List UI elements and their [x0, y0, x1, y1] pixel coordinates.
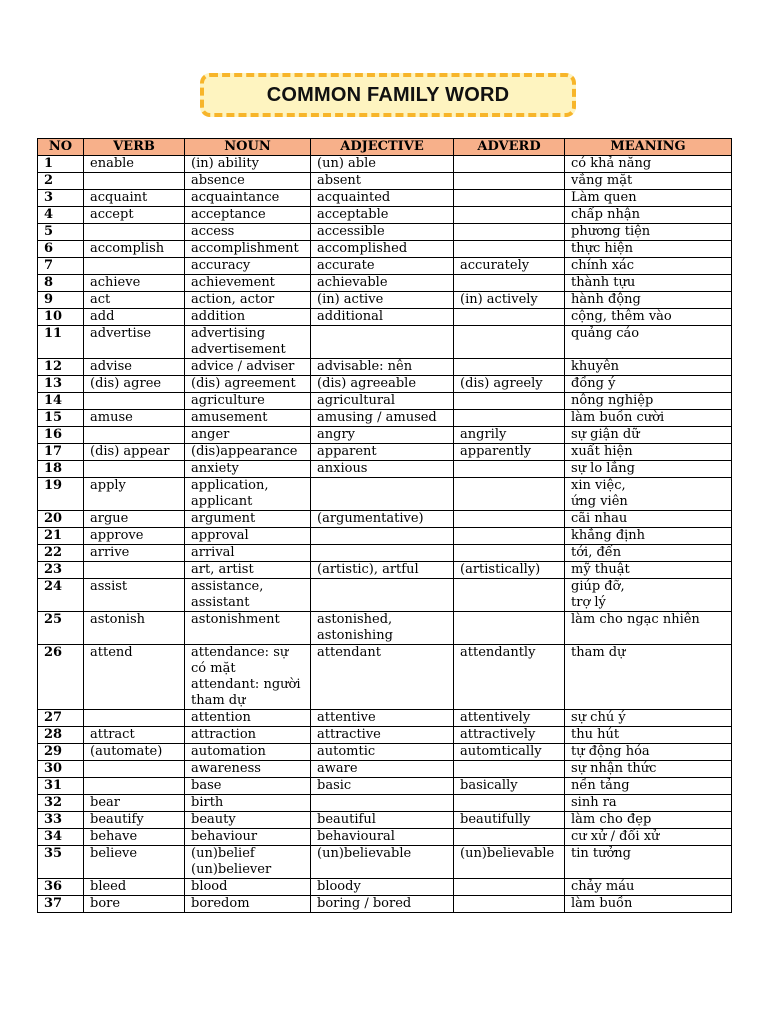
- cell-adverb: (artistically): [454, 562, 565, 579]
- cell-no: 17: [38, 444, 84, 461]
- cell-noun: arrival: [185, 545, 311, 562]
- cell-noun: (dis)appearance: [185, 444, 311, 461]
- cell-no: 29: [38, 744, 84, 761]
- cell-no: 9: [38, 292, 84, 309]
- cell-adverb: apparently: [454, 444, 565, 461]
- cell-adjective: [311, 528, 454, 545]
- cell-no: 21: [38, 528, 84, 545]
- cell-no: 30: [38, 761, 84, 778]
- table-row: [38, 562, 732, 579]
- cell-meaning: tự động hóa: [565, 744, 732, 761]
- table-row: [38, 461, 732, 478]
- table-row: [38, 744, 732, 761]
- table-row: [38, 156, 732, 173]
- column-header-adjective: ADJECTIVE: [311, 139, 454, 156]
- cell-no: 18: [38, 461, 84, 478]
- table-row: [38, 410, 732, 427]
- column-header-noun: NOUN: [185, 139, 311, 156]
- cell-adjective: apparent: [311, 444, 454, 461]
- cell-no: 6: [38, 241, 84, 258]
- table-row: [38, 645, 732, 710]
- cell-no: 26: [38, 645, 84, 710]
- cell-noun: argument: [185, 511, 311, 528]
- column-header-no: NO: [38, 139, 84, 156]
- cell-no: 7: [38, 258, 84, 275]
- cell-adjective: basic: [311, 778, 454, 795]
- cell-noun: amusement: [185, 410, 311, 427]
- cell-adjective: bloody: [311, 879, 454, 896]
- cell-meaning: vắng mặt: [565, 173, 732, 190]
- cell-noun-line: advertisement: [191, 342, 286, 357]
- cell-adjective: (argumentative): [311, 511, 454, 528]
- cell-verb: [84, 427, 185, 444]
- cell-meaning: thực hiện: [565, 241, 732, 258]
- cell-verb: beautify: [84, 812, 185, 829]
- cell-no: 20: [38, 511, 84, 528]
- cell-adverb: [454, 896, 565, 913]
- cell-adverb: attendantly: [454, 645, 565, 710]
- table-row: [38, 359, 732, 376]
- cell-no: 12: [38, 359, 84, 376]
- cell-adjective: (in) active: [311, 292, 454, 309]
- cell-adverb: automtically: [454, 744, 565, 761]
- cell-no: 16: [38, 427, 84, 444]
- cell-noun: attention: [185, 710, 311, 727]
- cell-noun-line: assistance,: [191, 579, 264, 594]
- cell-meaning: làm buồn: [565, 896, 732, 913]
- cell-meaning: làm cho đẹp: [565, 812, 732, 829]
- cell-adjective: behavioural: [311, 829, 454, 846]
- title-banner: [200, 73, 576, 117]
- cell-no: 27: [38, 710, 84, 727]
- cell-noun: action, actor: [185, 292, 311, 309]
- cell-adverb: [454, 190, 565, 207]
- cell-meaning: cãi nhau: [565, 511, 732, 528]
- cell-meaning: tới, đến: [565, 545, 732, 562]
- cell-verb: believe: [84, 846, 185, 879]
- cell-noun: accuracy: [185, 258, 311, 275]
- cell-noun: achievement: [185, 275, 311, 292]
- cell-no: 15: [38, 410, 84, 427]
- table-row: [38, 478, 732, 511]
- cell-noun: boredom: [185, 896, 311, 913]
- cell-meaning: chảy máu: [565, 879, 732, 896]
- table-row: [38, 528, 732, 545]
- table-header-row: [38, 139, 732, 156]
- cell-no: 35: [38, 846, 84, 879]
- cell-adjective-line: astonished,: [317, 612, 393, 627]
- cell-verb: [84, 710, 185, 727]
- cell-meaning: mỹ thuật: [565, 562, 732, 579]
- table-row: [38, 376, 732, 393]
- cell-verb: enable: [84, 156, 185, 173]
- cell-verb: assist: [84, 579, 185, 612]
- cell-noun: addition: [185, 309, 311, 326]
- cell-no: 32: [38, 795, 84, 812]
- cell-meaning: sự giận dữ: [565, 427, 732, 444]
- cell-no: 22: [38, 545, 84, 562]
- cell-verb: attract: [84, 727, 185, 744]
- cell-verb: bear: [84, 795, 185, 812]
- cell-adverb: angrily: [454, 427, 565, 444]
- cell-verb: accept: [84, 207, 185, 224]
- cell-adjective: accessible: [311, 224, 454, 241]
- cell-verb: argue: [84, 511, 185, 528]
- cell-no: 23: [38, 562, 84, 579]
- cell-adjective: attentive: [311, 710, 454, 727]
- cell-adverb: (in) actively: [454, 292, 565, 309]
- cell-meaning-line: xin việc,: [571, 478, 626, 493]
- cell-no: 31: [38, 778, 84, 795]
- cell-verb: bleed: [84, 879, 185, 896]
- cell-verb: [84, 761, 185, 778]
- column-header-verb: VERB: [84, 139, 185, 156]
- cell-adverb: [454, 309, 565, 326]
- cell-noun: advice / adviser: [185, 359, 311, 376]
- page-title: COMMON FAMILY WORD: [266, 83, 510, 106]
- cell-adjective: [311, 545, 454, 562]
- cell-noun: astonishment: [185, 612, 311, 645]
- cell-noun: base: [185, 778, 311, 795]
- cell-verb: [84, 461, 185, 478]
- cell-noun: accomplishment: [185, 241, 311, 258]
- cell-verb: astonish: [84, 612, 185, 645]
- cell-adverb: [454, 795, 565, 812]
- cell-adjective: (un)believable: [311, 846, 454, 879]
- cell-meaning: [565, 478, 732, 511]
- cell-noun: beauty: [185, 812, 311, 829]
- cell-meaning: tin tưởng: [565, 846, 732, 879]
- cell-noun-line: attendant: người: [191, 677, 301, 692]
- cell-noun: behaviour: [185, 829, 311, 846]
- cell-adjective: [311, 326, 454, 359]
- cell-adjective: [311, 478, 454, 511]
- word-family-table: [37, 138, 732, 913]
- table-row: [38, 545, 732, 562]
- cell-adjective-line: astonishing: [317, 628, 393, 643]
- cell-meaning: chấp nhận: [565, 207, 732, 224]
- cell-verb: advise: [84, 359, 185, 376]
- cell-adverb: [454, 761, 565, 778]
- cell-adjective: attendant: [311, 645, 454, 710]
- table-row: [38, 190, 732, 207]
- cell-adjective: achievable: [311, 275, 454, 292]
- cell-adverb: [454, 393, 565, 410]
- cell-meaning: cư xử / đối xử: [565, 829, 732, 846]
- cell-no: 36: [38, 879, 84, 896]
- table-row: [38, 427, 732, 444]
- cell-meaning: khuyên: [565, 359, 732, 376]
- table-row: [38, 393, 732, 410]
- cell-noun-line: (un)believer: [191, 862, 272, 877]
- cell-meaning: [565, 579, 732, 612]
- cell-adverb: attractively: [454, 727, 565, 744]
- cell-verb: [84, 393, 185, 410]
- cell-no: 19: [38, 478, 84, 511]
- cell-meaning: làm cho ngạc nhiên: [565, 612, 732, 645]
- cell-adjective: acquainted: [311, 190, 454, 207]
- cell-adverb: [454, 579, 565, 612]
- cell-adverb: (dis) agreely: [454, 376, 565, 393]
- cell-adjective: acceptable: [311, 207, 454, 224]
- cell-verb: accomplish: [84, 241, 185, 258]
- table-row: [38, 896, 732, 913]
- table-row: [38, 727, 732, 744]
- cell-verb: add: [84, 309, 185, 326]
- cell-adjective: beautiful: [311, 812, 454, 829]
- table-row: [38, 612, 732, 645]
- cell-meaning: cộng, thêm vào: [565, 309, 732, 326]
- cell-adjective: additional: [311, 309, 454, 326]
- cell-adverb: basically: [454, 778, 565, 795]
- cell-noun: (dis) agreement: [185, 376, 311, 393]
- table-row: [38, 879, 732, 896]
- cell-verb: apply: [84, 478, 185, 511]
- cell-no: 11: [38, 326, 84, 359]
- cell-noun: [185, 645, 311, 710]
- cell-adverb: [454, 478, 565, 511]
- cell-meaning: nông nghiệp: [565, 393, 732, 410]
- cell-noun: art, artist: [185, 562, 311, 579]
- cell-adverb: [454, 241, 565, 258]
- cell-verb: amuse: [84, 410, 185, 427]
- cell-meaning: nền tảng: [565, 778, 732, 795]
- cell-meaning: phương tiện: [565, 224, 732, 241]
- cell-adverb: [454, 879, 565, 896]
- cell-verb: arrive: [84, 545, 185, 562]
- cell-adverb: [454, 326, 565, 359]
- cell-meaning: sự nhận thức: [565, 761, 732, 778]
- cell-meaning-line: trợ lý: [571, 595, 606, 610]
- cell-noun: [185, 579, 311, 612]
- table-row: [38, 795, 732, 812]
- cell-no: 33: [38, 812, 84, 829]
- cell-noun: [185, 326, 311, 359]
- cell-adverb: [454, 612, 565, 645]
- cell-verb: (dis) appear: [84, 444, 185, 461]
- cell-noun: anxiety: [185, 461, 311, 478]
- cell-verb: advertise: [84, 326, 185, 359]
- table-row: [38, 778, 732, 795]
- cell-meaning: tham dự: [565, 645, 732, 710]
- cell-adverb: accurately: [454, 258, 565, 275]
- cell-meaning: thu hút: [565, 727, 732, 744]
- cell-noun: blood: [185, 879, 311, 896]
- cell-adverb: [454, 829, 565, 846]
- cell-noun: automation: [185, 744, 311, 761]
- cell-meaning-line: giúp đỡ,: [571, 579, 625, 594]
- column-header-meaning: MEANING: [565, 139, 732, 156]
- cell-adjective: anxious: [311, 461, 454, 478]
- cell-noun-line: assistant: [191, 595, 250, 610]
- cell-adjective: boring / bored: [311, 896, 454, 913]
- cell-adjective: [311, 795, 454, 812]
- cell-meaning: làm buồn cười: [565, 410, 732, 427]
- cell-adverb: [454, 224, 565, 241]
- cell-adverb: [454, 545, 565, 562]
- cell-no: 25: [38, 612, 84, 645]
- cell-verb: (automate): [84, 744, 185, 761]
- cell-meaning: hành động: [565, 292, 732, 309]
- cell-meaning: chính xác: [565, 258, 732, 275]
- cell-adverb: attentively: [454, 710, 565, 727]
- column-header-adverb: ADVERD: [454, 139, 565, 156]
- cell-adjective: (artistic), artful: [311, 562, 454, 579]
- cell-noun-line: (un)belief: [191, 846, 255, 861]
- table-row: [38, 829, 732, 846]
- cell-adverb: [454, 511, 565, 528]
- table-body: [38, 156, 732, 913]
- cell-noun: birth: [185, 795, 311, 812]
- cell-verb: [84, 173, 185, 190]
- cell-adjective: accomplished: [311, 241, 454, 258]
- cell-no: 3: [38, 190, 84, 207]
- cell-noun: anger: [185, 427, 311, 444]
- cell-adjective: agricultural: [311, 393, 454, 410]
- cell-no: 24: [38, 579, 84, 612]
- cell-verb: act: [84, 292, 185, 309]
- cell-adjective: attractive: [311, 727, 454, 744]
- table-row: [38, 326, 732, 359]
- cell-no: 34: [38, 829, 84, 846]
- table-row: [38, 292, 732, 309]
- table-row: [38, 309, 732, 326]
- cell-noun: absence: [185, 173, 311, 190]
- cell-meaning: sự chú ý: [565, 710, 732, 727]
- cell-meaning: quảng cáo: [565, 326, 732, 359]
- cell-adverb: [454, 156, 565, 173]
- cell-no: 14: [38, 393, 84, 410]
- cell-noun-line: applicant: [191, 494, 253, 509]
- cell-verb: [84, 224, 185, 241]
- cell-meaning: có khả năng: [565, 156, 732, 173]
- cell-adjective: (dis) agreeable: [311, 376, 454, 393]
- cell-no: 4: [38, 207, 84, 224]
- cell-no: 5: [38, 224, 84, 241]
- cell-noun: agriculture: [185, 393, 311, 410]
- cell-adjective: [311, 579, 454, 612]
- cell-adjective: automtic: [311, 744, 454, 761]
- cell-verb: [84, 778, 185, 795]
- cell-noun: approval: [185, 528, 311, 545]
- cell-adjective: accurate: [311, 258, 454, 275]
- table-row: [38, 173, 732, 190]
- cell-noun: acquaintance: [185, 190, 311, 207]
- cell-meaning: đồng ý: [565, 376, 732, 393]
- cell-adjective: [311, 612, 454, 645]
- cell-verb: [84, 562, 185, 579]
- cell-verb: attend: [84, 645, 185, 710]
- cell-noun: [185, 846, 311, 879]
- table-row: [38, 761, 732, 778]
- table-row: [38, 241, 732, 258]
- cell-noun: access: [185, 224, 311, 241]
- cell-no: 8: [38, 275, 84, 292]
- cell-adverb: [454, 461, 565, 478]
- cell-adjective: advisable: nên: [311, 359, 454, 376]
- cell-noun-line: tham dự: [191, 693, 246, 708]
- cell-verb: (dis) agree: [84, 376, 185, 393]
- cell-meaning-line: ứng viên: [571, 494, 628, 509]
- cell-no: 10: [38, 309, 84, 326]
- cell-adverb: [454, 275, 565, 292]
- cell-no: 37: [38, 896, 84, 913]
- cell-meaning: thành tựu: [565, 275, 732, 292]
- cell-verb: acquaint: [84, 190, 185, 207]
- cell-adverb: [454, 528, 565, 545]
- cell-noun-line: có mặt: [191, 661, 236, 676]
- cell-noun: [185, 478, 311, 511]
- cell-meaning: Làm quen: [565, 190, 732, 207]
- cell-adverb: beautifully: [454, 812, 565, 829]
- table-row: [38, 579, 732, 612]
- cell-adjective: aware: [311, 761, 454, 778]
- cell-noun: acceptance: [185, 207, 311, 224]
- cell-meaning: xuất hiện: [565, 444, 732, 461]
- cell-meaning: sinh ra: [565, 795, 732, 812]
- cell-no: 2: [38, 173, 84, 190]
- table-row: [38, 275, 732, 292]
- cell-meaning: khẳng định: [565, 528, 732, 545]
- cell-verb: bore: [84, 896, 185, 913]
- cell-adjective: amusing / amused: [311, 410, 454, 427]
- cell-adverb: [454, 359, 565, 376]
- cell-noun: attraction: [185, 727, 311, 744]
- cell-noun-line: advertising: [191, 326, 266, 341]
- cell-verb: achieve: [84, 275, 185, 292]
- cell-adverb: [454, 410, 565, 427]
- table-row: [38, 511, 732, 528]
- cell-adjective: angry: [311, 427, 454, 444]
- cell-adverb: [454, 173, 565, 190]
- table-row: [38, 710, 732, 727]
- table-row: [38, 258, 732, 275]
- cell-verb: approve: [84, 528, 185, 545]
- cell-noun: awareness: [185, 761, 311, 778]
- cell-verb: [84, 258, 185, 275]
- cell-no: 1: [38, 156, 84, 173]
- cell-no: 28: [38, 727, 84, 744]
- table-row: [38, 207, 732, 224]
- cell-adjective: (un) able: [311, 156, 454, 173]
- cell-no: 13: [38, 376, 84, 393]
- table-row: [38, 846, 732, 879]
- cell-adverb: (un)believable: [454, 846, 565, 879]
- table-row: [38, 812, 732, 829]
- cell-noun-line: attendance: sự: [191, 645, 289, 660]
- cell-verb: behave: [84, 829, 185, 846]
- cell-noun-line: application,: [191, 478, 269, 493]
- table-row: [38, 224, 732, 241]
- cell-meaning: sự lo lắng: [565, 461, 732, 478]
- table-row: [38, 444, 732, 461]
- cell-adverb: [454, 207, 565, 224]
- cell-noun: (in) ability: [185, 156, 311, 173]
- cell-adjective: absent: [311, 173, 454, 190]
